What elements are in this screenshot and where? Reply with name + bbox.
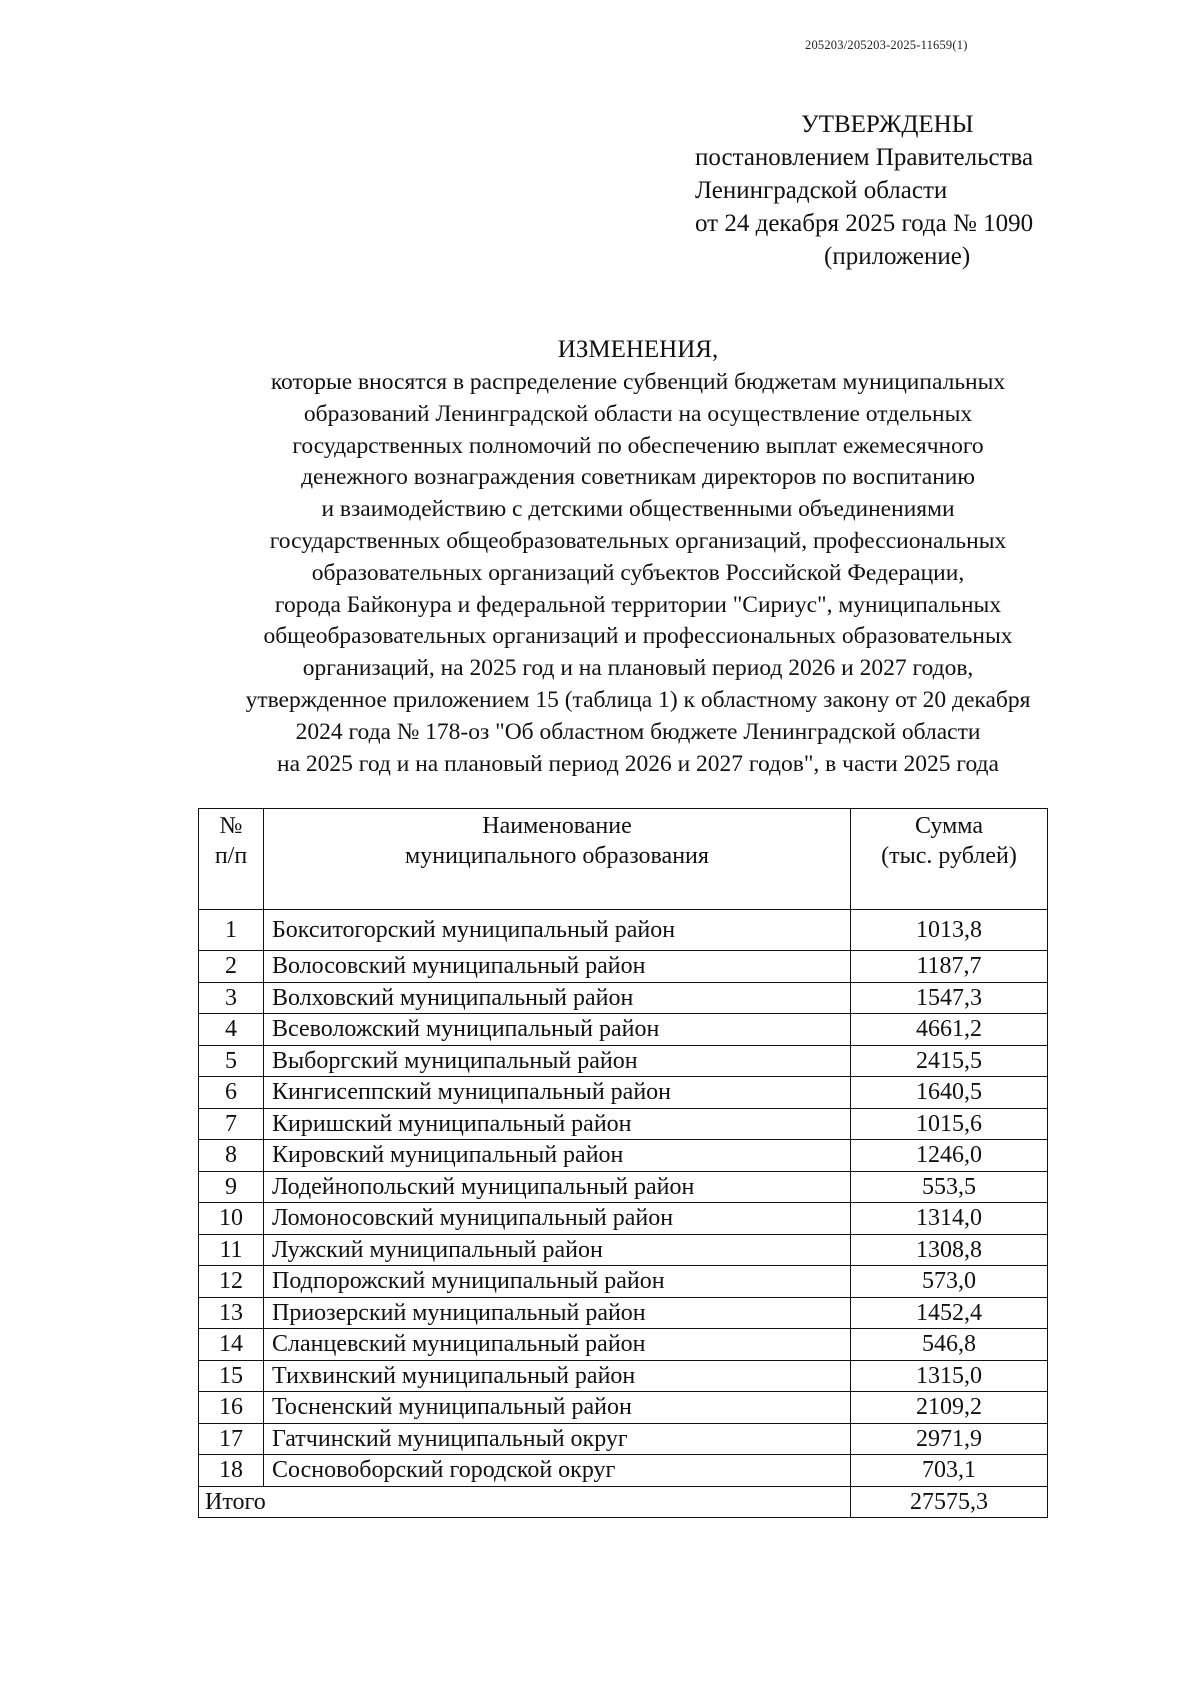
cell-num: 12 [199,1266,264,1298]
cell-num: 16 [199,1392,264,1424]
table-row [199,1140,1048,1172]
table-row [199,982,1048,1014]
cell-name: Волосовский муниципальный район [264,951,851,983]
cell-name: Тосненский муниципальный район [264,1392,851,1424]
table-row [199,1171,1048,1203]
cell-num: 3 [199,982,264,1014]
cell-num: 11 [199,1234,264,1266]
cell-name: Киришский муниципальный район [264,1108,851,1140]
subvention-table [198,808,1048,1518]
cell-name: Волховский муниципальный район [264,982,851,1014]
approval-line: постановлением Правительства [695,144,1034,171]
cell-num: 6 [199,1077,264,1109]
cell-name: Сосновоборский городской округ [264,1455,851,1487]
cell-sum: 1452,4 [851,1297,1048,1329]
cell-name: Тихвинский муниципальный район [264,1360,851,1392]
table-row [199,1203,1048,1235]
cell-sum: 546,8 [851,1329,1048,1361]
appendix-note: (приложение) [824,243,971,270]
changes-title: ИЗМЕНЕНИЯ, [557,336,719,363]
cell-name: Приозерский муниципальный район [264,1297,851,1329]
cell-num: 4 [199,1014,264,1046]
cell-num: 10 [199,1203,264,1235]
cell-num: 5 [199,1045,264,1077]
cell-sum: 1246,0 [851,1140,1048,1172]
cell-sum: 1547,3 [851,982,1048,1014]
document-id: 205203/205203-2025-11659(1) [805,38,968,52]
header-sum-line: Сумма [915,813,983,839]
cell-sum: 553,5 [851,1171,1048,1203]
cell-sum: 2109,2 [851,1392,1048,1424]
table-row [199,951,1048,983]
cell-num: 9 [199,1171,264,1203]
cell-sum: 1314,0 [851,1203,1048,1235]
cell-name: Выборгский муниципальный район [264,1045,851,1077]
table-row [199,1045,1048,1077]
table-row [199,1077,1048,1109]
cell-num: 7 [199,1108,264,1140]
cell-num: 13 [199,1297,264,1329]
table-row [199,910,1048,951]
changes-description: которые вносятся в распределение субвенций бюджетам муниципальных образований Ленинградской области на осуществление отдельных государственных полномочий по обеспечению выплат ежемесячного денежного вознаграждения советникам директоров по воспитанию и взаимодействию с детскими общественными объединениями государственных общеобразовательных организаций, профессиональных образовательных организаций субъектов Российской Федерации, города Байконура и федеральной территории "Сириус", муниципальных общеобразовательных организаций и профессиональных образовательных организаций, на 2025 год и на плановый период 2026 и 2027 годов, утвержденное приложением 15 (таблица 1) к областному закону от 20 декабря 2024 года № 178-оз "Об областном бюджете Ленинградской области на 2025 год и на плановый период 2026 и 2027 годов", в части 2025 года [245,369,1031,777]
approval-line: от 24 декабря 2025 года № 1090 [695,210,1034,237]
cell-name: Кировский муниципальный район [264,1140,851,1172]
total-sum: 27575,3 [851,1486,1048,1518]
changes-heading [0,333,1200,780]
cell-sum: 4661,2 [851,1014,1048,1046]
cell-name: Лужский муниципальный район [264,1234,851,1266]
table-row [199,1297,1048,1329]
cell-sum: 2971,9 [851,1423,1048,1455]
table-row [199,1014,1048,1046]
header-num-line: № [219,813,243,839]
total-label: Итого [199,1486,851,1518]
table-total-row [199,1486,1048,1518]
table-row [199,1360,1048,1392]
cell-sum: 1640,5 [851,1077,1048,1109]
cell-name: Лодейнопольский муниципальный район [264,1171,851,1203]
cell-name: Всеволожский муниципальный район [264,1014,851,1046]
header-sum-line: (тыс. рублей) [881,843,1017,869]
approval-block [695,108,1115,273]
cell-num: 14 [199,1329,264,1361]
header-name [264,809,851,910]
header-name-line: муниципального образования [405,843,709,869]
cell-sum: 1013,8 [851,910,1048,951]
table-row [199,1392,1048,1424]
cell-sum: 573,0 [851,1266,1048,1298]
table-row [199,1423,1048,1455]
cell-num: 8 [199,1140,264,1172]
header-num-line: п/п [214,843,248,869]
table-row [199,1455,1048,1487]
cell-sum: 703,1 [851,1455,1048,1487]
cell-sum: 1015,6 [851,1108,1048,1140]
table-header-row [199,809,1048,910]
cell-name: Кингисеппский муниципальный район [264,1077,851,1109]
cell-name: Гатчинский муниципальный округ [264,1423,851,1455]
table-row [199,1234,1048,1266]
header-num [199,809,264,910]
cell-name: Подпорожский муниципальный район [264,1266,851,1298]
cell-sum: 2415,5 [851,1045,1048,1077]
cell-name: Бокситогорский муниципальный район [264,910,851,951]
table-row [199,1329,1048,1361]
cell-sum: 1308,8 [851,1234,1048,1266]
cell-name: Сланцевский муниципальный район [264,1329,851,1361]
header-sum [851,809,1048,910]
table-row [199,1266,1048,1298]
table-row [199,1108,1048,1140]
header-name-line: Наименование [482,813,632,839]
cell-sum: 1187,7 [851,951,1048,983]
approval-line: Ленинградской области [695,177,948,204]
cell-num: 15 [199,1360,264,1392]
approval-title: УТВЕРЖДЕНЫ [801,111,974,138]
cell-num: 1 [199,910,264,951]
cell-num: 2 [199,951,264,983]
cell-num: 17 [199,1423,264,1455]
cell-num: 18 [199,1455,264,1487]
cell-name: Ломоносовский муниципальный район [264,1203,851,1235]
cell-sum: 1315,0 [851,1360,1048,1392]
